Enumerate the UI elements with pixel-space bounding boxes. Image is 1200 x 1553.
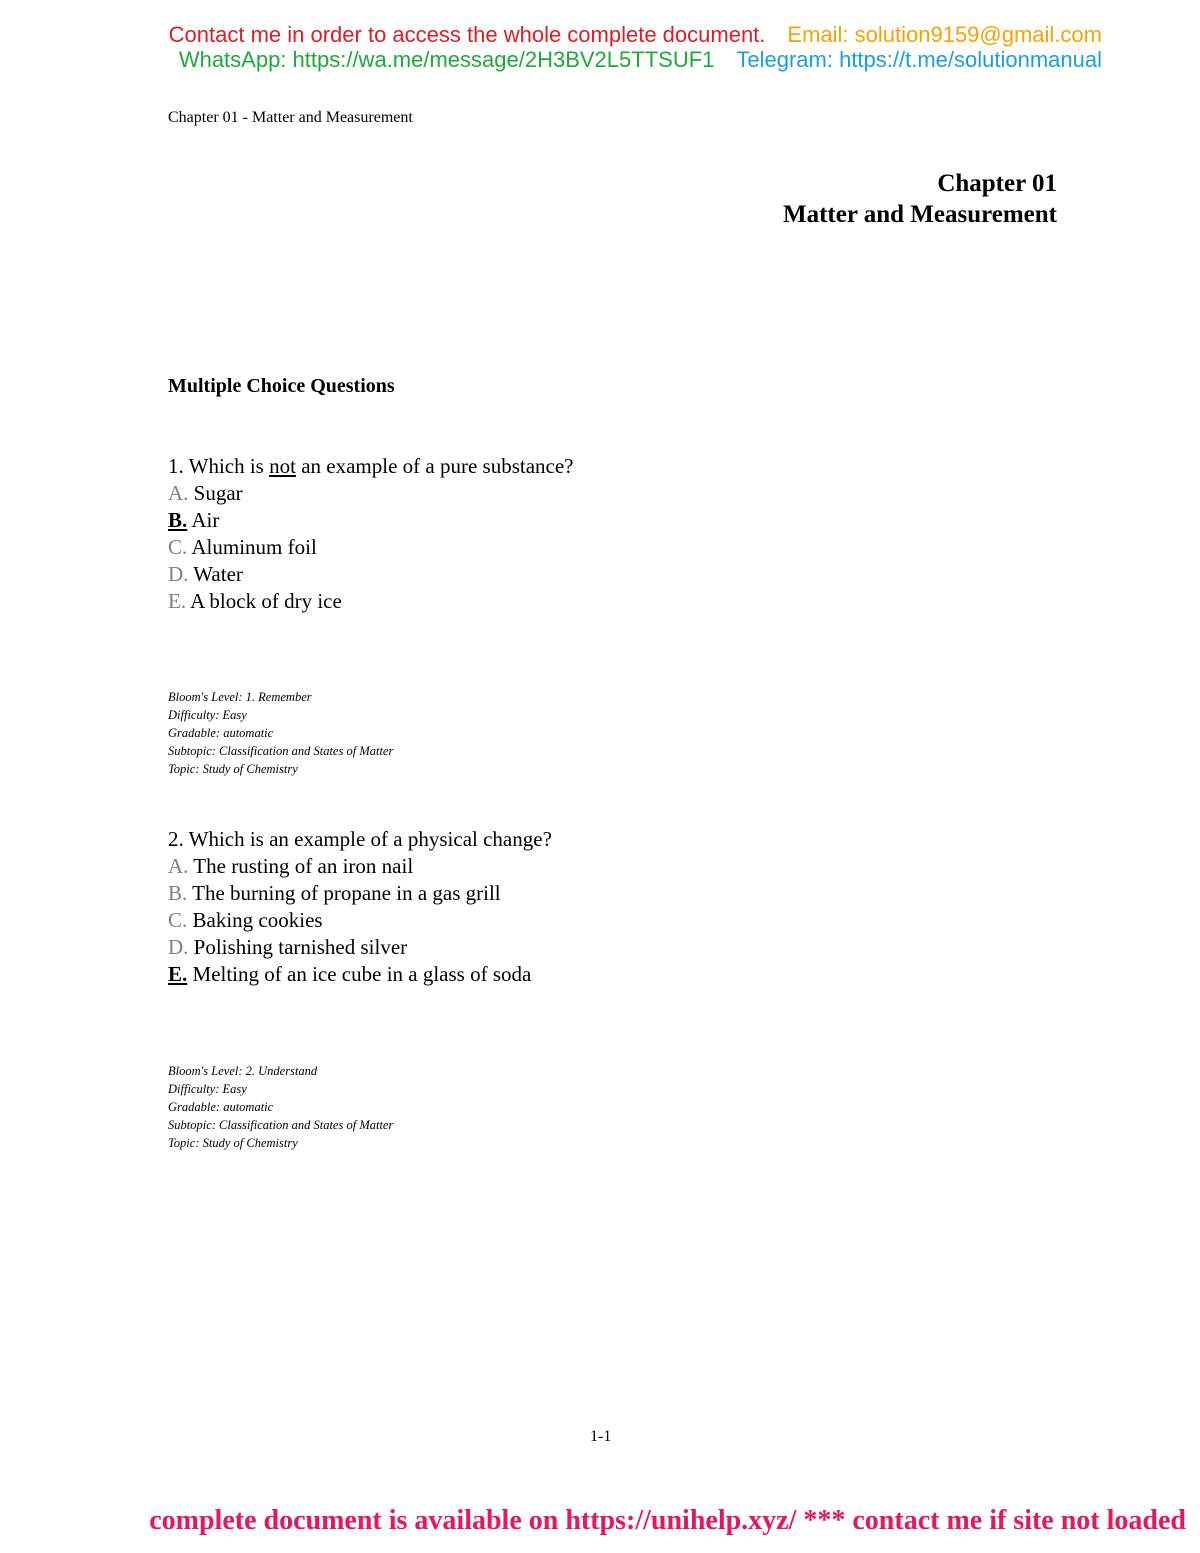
blooms-level: Bloom's Level: 2. Understand bbox=[168, 1064, 318, 1078]
question-1-metadata bbox=[168, 688, 393, 778]
option-c bbox=[168, 907, 552, 934]
option-letter: D. bbox=[168, 562, 189, 586]
question-2 bbox=[168, 826, 552, 988]
option-b-correct bbox=[168, 507, 574, 534]
option-text: Polishing tarnished silver bbox=[193, 935, 408, 959]
section-heading: Multiple Choice Questions bbox=[168, 375, 395, 397]
difficulty: Difficulty: Easy bbox=[168, 1082, 247, 1096]
question-stem: 1. Which is not an example of a pure substance? bbox=[168, 454, 574, 478]
topic: Topic: Study of Chemistry bbox=[168, 762, 298, 776]
contact-text: Contact me in order to access the whole complete document. bbox=[168, 22, 766, 47]
difficulty: Difficulty: Easy bbox=[168, 708, 247, 722]
option-letter: C. bbox=[168, 908, 188, 932]
option-text: Baking cookies bbox=[192, 908, 323, 932]
question-stem: 2. Which is an example of a physical change? bbox=[168, 827, 552, 851]
footer-banner[interactable]: complete document is available on https://unihelp.xyz/ *** contact me if site not loaded bbox=[149, 1505, 1186, 1536]
topic: Topic: Study of Chemistry bbox=[168, 1136, 298, 1150]
option-text: Water bbox=[193, 562, 243, 586]
email-link[interactable]: Email: solution9159@gmail.com bbox=[787, 22, 1102, 47]
subtopic: Subtopic: Classification and States of Matter bbox=[168, 1118, 394, 1132]
option-letter: A. bbox=[168, 481, 189, 505]
option-d bbox=[168, 934, 552, 961]
contact-banner-line-2 bbox=[179, 47, 1102, 73]
page-number: 1-1 bbox=[590, 1428, 612, 1445]
gradable: Gradable: automatic bbox=[168, 726, 274, 740]
question-2-metadata bbox=[168, 1062, 393, 1152]
option-text: The rusting of an iron nail bbox=[193, 854, 414, 878]
option-text: The burning of propane in a gas grill bbox=[192, 881, 501, 905]
option-d bbox=[168, 561, 574, 588]
chapter-title bbox=[783, 168, 1057, 230]
option-c bbox=[168, 534, 574, 561]
option-a bbox=[168, 480, 574, 507]
chapter-name: Matter and Measurement bbox=[782, 201, 1057, 228]
whatsapp-link[interactable]: WhatsApp: https://wa.me/message/2H3BV2L5TTSUF1 bbox=[178, 47, 715, 72]
contact-banner-line-1 bbox=[169, 22, 1102, 48]
option-letter: B. bbox=[168, 881, 188, 905]
option-letter: E. bbox=[168, 589, 187, 613]
emphasis-not: not bbox=[269, 454, 296, 478]
chapter-number: Chapter 01 bbox=[937, 170, 1057, 197]
subtopic: Subtopic: Classification and States of Matter bbox=[168, 744, 394, 758]
option-e bbox=[168, 588, 574, 615]
option-letter: B. bbox=[168, 508, 188, 532]
option-e-correct bbox=[168, 961, 552, 988]
telegram-link[interactable]: Telegram: https://t.me/solutionmanual bbox=[736, 47, 1102, 72]
option-letter: D. bbox=[168, 935, 189, 959]
option-b bbox=[168, 880, 552, 907]
option-letter: C. bbox=[168, 535, 188, 559]
option-text: Melting of an ice cube in a glass of soda bbox=[192, 962, 532, 986]
gradable: Gradable: automatic bbox=[168, 1100, 274, 1114]
option-a bbox=[168, 853, 552, 880]
running-header: Chapter 01 - Matter and Measurement bbox=[168, 109, 413, 126]
option-letter: E. bbox=[168, 962, 188, 986]
option-text: Sugar bbox=[193, 481, 243, 505]
option-text: Air bbox=[191, 508, 220, 532]
option-text: Aluminum foil bbox=[191, 535, 317, 559]
blooms-level: Bloom's Level: 1. Remember bbox=[168, 690, 312, 704]
option-letter: A. bbox=[168, 854, 189, 878]
option-text: A block of dry ice bbox=[190, 589, 342, 613]
question-1 bbox=[168, 453, 574, 615]
